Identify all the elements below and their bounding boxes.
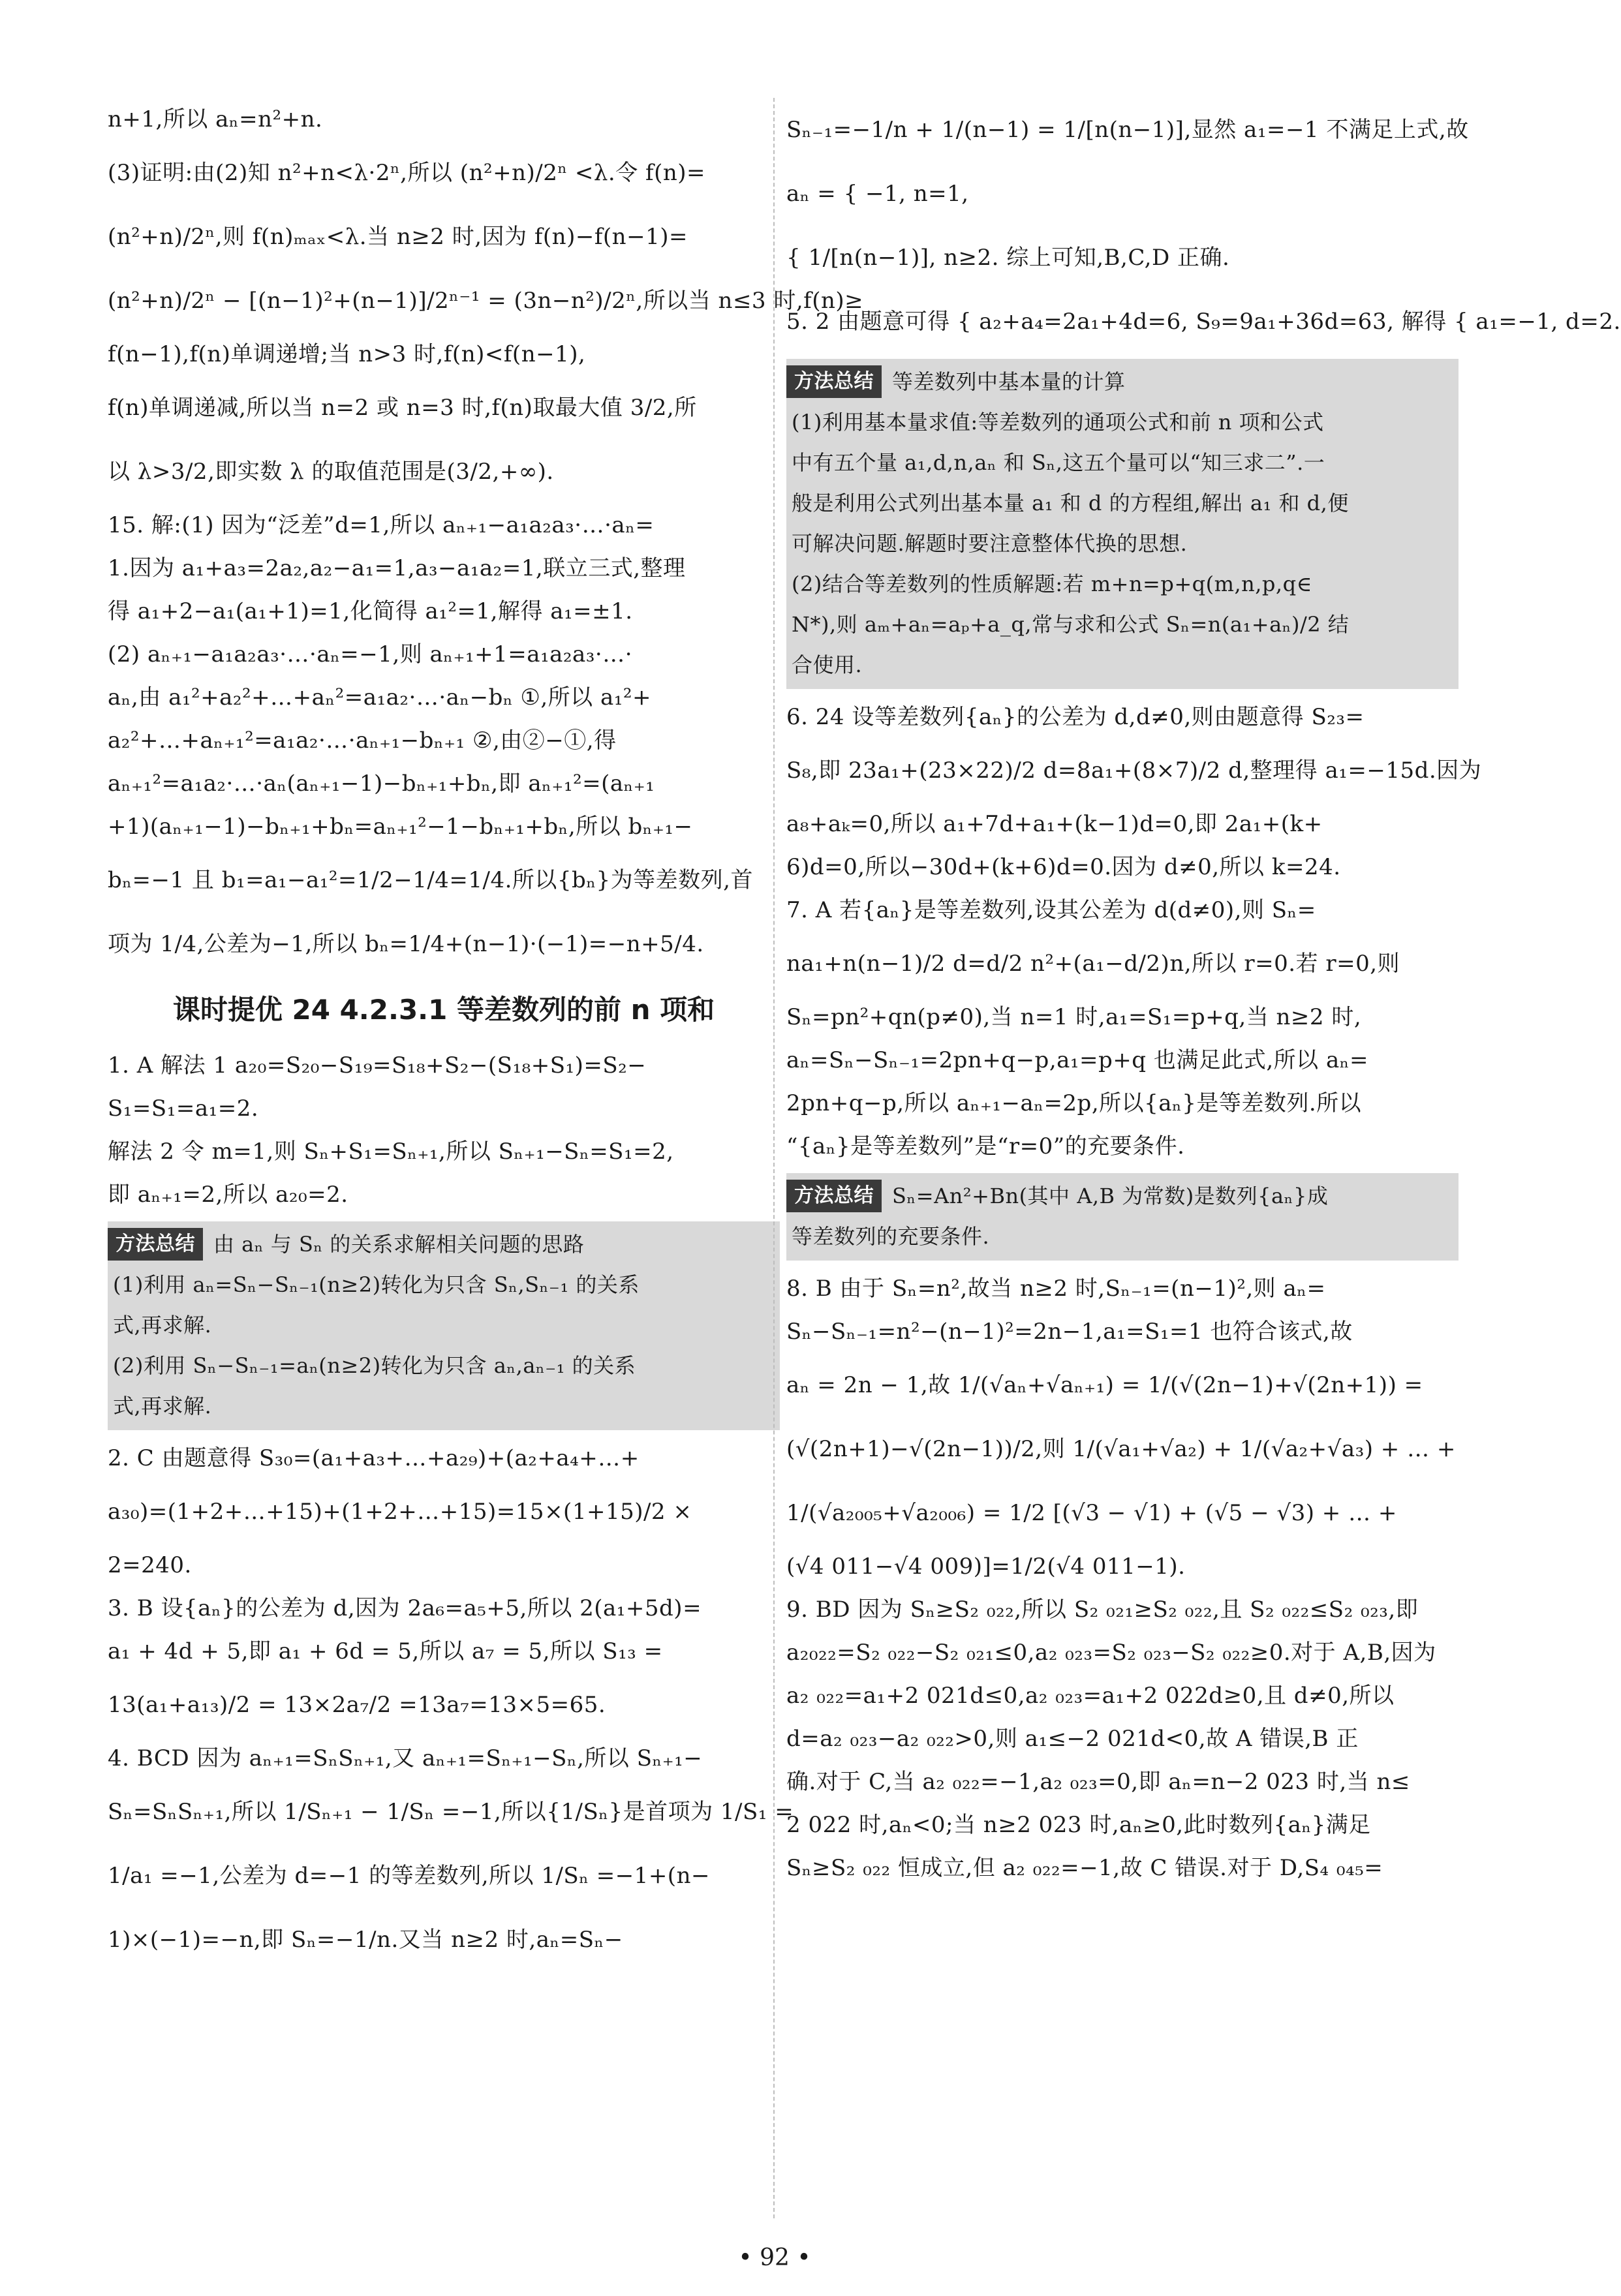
method-summary-tag: 方法总结 — [786, 365, 882, 398]
text-line: (n²+n)/2ⁿ − [(n−1)²+(n−1)]/2ⁿ⁻¹ = (3n−n²)/2ⁿ,所以当 n≤3 时,f(n)≥ — [108, 288, 864, 314]
text-line: S₁=S₁=a₁=2. — [108, 1095, 259, 1122]
text-line: 以 λ>3/2,即实数 λ 的取值范围是(3/2,+∞). — [108, 459, 554, 485]
text-line: (2) aₙ₊₁−a₁a₂a₃·…·aₙ=−1,则 aₙ₊₁+1=a₁a₂a₃·…· — [108, 641, 633, 667]
text-line: a₂ ₀₂₂=a₁+2 021d≤0,a₂ ₀₂₃=a₁+2 022d≥0,且 d≠0,所以 — [786, 1683, 1395, 1709]
method-summary-heading: Sₙ=An²+Bn(其中 A,B 为常数)是数列{aₙ}成 — [892, 1184, 1329, 1208]
text-line: S₈,即 23a₁+(23×22)/2 d=8a₁+(8×7)/2 d,整理得 a₁=−15d.因为 — [786, 758, 1482, 784]
method-summary-title — [786, 361, 1459, 402]
text-line: 7. A 若{aₙ}是等差数列,设其公差为 d(d≠0),则 Sₙ= — [786, 897, 1316, 923]
method-summary-line: 合使用. — [792, 652, 863, 677]
method-summary-title — [786, 1176, 1459, 1216]
text-line: 6. 24 设等差数列{aₙ}的公差为 d,d≠0,则由题意得 S₂₃= — [786, 704, 1365, 730]
text-line: 1/(√a₂₀₀₅+√a₂₀₀₆) = 1/2 [(√3 − √1) + (√5 − √3) + … + — [786, 1500, 1397, 1526]
text-line: Sₙ=SₙSₙ₊₁,所以 1/Sₙ₊₁ − 1/Sₙ =−1,所以{1/Sₙ}是首项为 1/S₁ = — [108, 1799, 794, 1825]
method-summary-tag: 方法总结 — [786, 1180, 882, 1212]
text-line: 2 022 时,aₙ<0;当 n≥2 023 时,aₙ≥0,此时数列{aₙ}满足 — [786, 1812, 1371, 1838]
method-summary-line: (2)利用 Sₙ−Sₙ₋₁=aₙ(n≥2)转化为只含 aₙ,aₙ₋₁ 的关系 — [113, 1353, 636, 1378]
method-summary-heading: 由 aₙ 与 Sₙ 的关系求解相关问题的思路 — [213, 1232, 585, 1257]
text-line: +1)(aₙ₊₁−1)−bₙ₊₁+bₙ=aₙ₊₁²−1−bₙ₊₁+bₙ,所以 bₙ₊₁− — [108, 814, 693, 840]
text-line: aₙ = 2n − 1,故 1/(√aₙ+√aₙ₊₁) = 1/(√(2n−1)+√(2n+1)) = — [786, 1372, 1423, 1398]
text-line: aₙ=Sₙ−Sₙ₋₁=2pn+q−p,a₁=p+q 也满足此式,所以 aₙ= — [786, 1047, 1368, 1073]
text-line: 9. BD 因为 Sₙ≥S₂ ₀₂₂,所以 S₂ ₀₂₁≥S₂ ₀₂₂,且 S₂ ₀₂₂≤S₂ ₀₂₃,即 — [786, 1597, 1419, 1623]
text-line: Sₙ≥S₂ ₀₂₂ 恒成立,但 a₂ ₀₂₂=−1,故 C 错误.对于 D,S₄ ₀₄₅= — [786, 1855, 1383, 1881]
text-line: a₈+aₖ=0,所以 a₁+7d+a₁+(k−1)d=0,即 2a₁+(k+ — [786, 811, 1323, 837]
method-summary-line: N*),则 aₘ+aₙ=aₚ+a_q,常与求和公式 Sₙ=n(a₁+aₙ)/2 结 — [792, 612, 1350, 637]
section-heading: 课时提优 24 4.2.3.1 等差数列的前 n 项和 — [172, 994, 715, 1026]
method-summary-line: (1)利用 aₙ=Sₙ−Sₙ₋₁(n≥2)转化为只含 Sₙ,Sₙ₋₁ 的关系 — [113, 1272, 640, 1297]
method-summary-line: (1)利用基本量求值:等差数列的通项公式和前 n 项和公式 — [792, 410, 1324, 435]
text-line: 项为 1/4,公差为−1,所以 bₙ=1/4+(n−1)·(−1)=−n+5/4. — [108, 931, 704, 957]
text-line: (√(2n+1)−√(2n−1))/2,则 1/(√a₁+√a₂) + 1/(√a₂+√a₃) + … + — [786, 1436, 1456, 1462]
method-summary-tag: 方法总结 — [108, 1228, 203, 1261]
method-summary-title — [108, 1224, 780, 1264]
text-line: 6)d=0,所以−30d+(k+6)d=0.因为 d≠0,所以 k=24. — [786, 854, 1341, 880]
text-line: 1)×(−1)=−n,即 Sₙ=−1/n.又当 n≥2 时,aₙ=Sₙ− — [108, 1927, 623, 1953]
text-line: 4. BCD 因为 aₙ₊₁=SₙSₙ₊₁,又 aₙ₊₁=Sₙ₊₁−Sₙ,所以 Sₙ₊₁− — [108, 1745, 703, 1771]
method-summary-line: 式,再求解. — [113, 1313, 212, 1338]
method-summary-box — [786, 359, 1459, 689]
text-line: 1. A 解法 1 a₂₀=S₂₀−S₁₉=S₁₈+S₂−(S₁₈+S₁)=S₂− — [108, 1052, 647, 1079]
method-summary-line: 可解决问题.解题时要注意整体代换的思想. — [792, 531, 1188, 556]
text-line: a₂²+…+aₙ₊₁²=a₁a₂·…·aₙ₊₁−bₙ₊₁ ②,由②−①,得 — [108, 727, 617, 754]
text-line: a₃₀)=(1+2+…+15)+(1+2+…+15)=15×(1+15)/2 × — [108, 1499, 692, 1525]
text-line: bₙ=−1 且 b₁=a₁−a₁²=1/2−1/4=1/4.所以{bₙ}为等差数列,首 — [108, 867, 753, 893]
right-column — [786, 98, 1621, 1890]
method-summary-box — [786, 1173, 1459, 1261]
text-line: f(n)单调递减,所以当 n=2 或 n=3 时,f(n)取最大值 3/2,所 — [108, 395, 697, 421]
method-summary-line: 式,再求解. — [113, 1394, 212, 1418]
text-line: 5. 2 由题意可得 { a₂+a₄=2a₁+4d=6, S₉=9a₁+36d=63, 解得 { a₁=−1, d=2. — [786, 309, 1621, 335]
text-line: (√4 011−√4 009)]=1/2(√4 011−1). — [786, 1554, 1186, 1580]
text-line: 8. B 由于 Sₙ=n²,故当 n≥2 时,Sₙ₋₁=(n−1)²,则 aₙ= — [786, 1276, 1326, 1302]
column-divider — [773, 98, 776, 2218]
method-summary-box — [108, 1221, 780, 1430]
text-line: d=a₂ ₀₂₃−a₂ ₀₂₂>0,则 a₁≤−2 021d<0,故 A 错误,B 正 — [786, 1726, 1359, 1752]
text-line: 2. C 由题意得 S₃₀=(a₁+a₃+…+a₂₉)+(a₂+a₄+…+ — [108, 1445, 640, 1471]
text-line: 1.因为 a₁+a₃=2a₂,a₂−a₁=1,a₃−a₁a₂=1,联立三式,整理 — [108, 555, 686, 581]
text-line: 2pn+q−p,所以 aₙ₊₁−aₙ=2p,所以{aₙ}是等差数列.所以 — [786, 1090, 1362, 1116]
text-line: Sₙ₋₁=−1/n + 1/(n−1) = 1/[n(n−1)],显然 a₁=−1 不满足上式,故 — [786, 117, 1469, 143]
text-line: aₙ₊₁²=a₁a₂·…·aₙ(aₙ₊₁−1)−bₙ₊₁+bₙ,即 aₙ₊₁²=(aₙ₊₁ — [108, 771, 655, 797]
text-line: a₁ + 4d + 5,即 a₁ + 6d = 5,所以 a₇ = 5,所以 S₁₃ = — [108, 1638, 663, 1664]
method-summary-line: 等差数列的充要条件. — [792, 1224, 990, 1249]
text-line: na₁+n(n−1)/2 d=d/2 n²+(a₁−d/2)n,所以 r=0.若 r=0,则 — [786, 951, 1400, 977]
text-line: f(n−1),f(n)单调递增;当 n>3 时,f(n)<f(n−1), — [108, 341, 586, 367]
text-line: 3. B 设{aₙ}的公差为 d,因为 2a₆=a₅+5,所以 2(a₁+5d)= — [108, 1595, 702, 1621]
text-line: 解法 2 令 m=1,则 Sₙ+S₁=Sₙ₊₁,所以 Sₙ₊₁−Sₙ=S₁=2, — [108, 1139, 674, 1165]
text-line: 得 a₁+2−a₁(a₁+1)=1,化简得 a₁²=1,解得 a₁=±1. — [108, 598, 633, 624]
method-summary-heading: 等差数列中基本量的计算 — [892, 369, 1126, 394]
text-line: (n²+n)/2ⁿ,则 f(n)ₘₐₓ<λ.当 n≥2 时,因为 f(n)−f(n−1)= — [108, 224, 688, 250]
text-line: 1/a₁ =−1,公差为 d=−1 的等差数列,所以 1/Sₙ =−1+(n− — [108, 1863, 710, 1889]
text-line: Sₙ−Sₙ₋₁=n²−(n−1)²=2n−1,a₁=S₁=1 也符合该式,故 — [786, 1319, 1353, 1345]
text-line: aₙ,由 a₁²+a₂²+…+aₙ²=a₁a₂·…·aₙ−bₙ ①,所以 a₁²+ — [108, 684, 651, 711]
method-summary-line: (2)结合等差数列的性质解题:若 m+n=p+q(m,n,p,q∈ — [792, 572, 1312, 596]
text-line: 15. 解:(1) 因为“泛差”d=1,所以 aₙ₊₁−a₁a₂a₃·…·aₙ= — [108, 512, 655, 538]
text-line: 即 aₙ₊₁=2,所以 a₂₀=2. — [108, 1182, 348, 1208]
text-line: aₙ = { −1, n=1, — [786, 181, 969, 207]
method-summary-line: 中有五个量 a₁,d,n,aₙ 和 Sₙ,这五个量可以“知三求二”.一 — [792, 450, 1325, 475]
page-number: • 92 • — [738, 2244, 811, 2271]
text-line: 2=240. — [108, 1552, 192, 1578]
text-line: Sₙ=pn²+qn(p≠0),当 n=1 时,a₁=S₁=p+q,当 n≥2 时, — [786, 1004, 1362, 1030]
text-line: “{aₙ}是等差数列”是“r=0”的充要条件. — [786, 1133, 1185, 1159]
text-line: a₂₀₂₂=S₂ ₀₂₂−S₂ ₀₂₁≤0,a₂ ₀₂₃=S₂ ₀₂₃−S₂ ₀₂₂≥0.对于 A,B,因为 — [786, 1640, 1436, 1666]
text-line: 确.对于 C,当 a₂ ₀₂₂=−1,a₂ ₀₂₃=0,即 aₙ=n−2 023 时,当 n≤ — [786, 1769, 1410, 1795]
method-summary-line: 般是利用公式列出基本量 a₁ 和 d 的方程组,解出 a₁ 和 d,便 — [792, 491, 1349, 515]
text-line: n+1,所以 aₙ=n²+n. — [108, 106, 323, 132]
text-line: (3)证明:由(2)知 n²+n<λ·2ⁿ,所以 (n²+n)/2ⁿ <λ.令 f(n)= — [108, 160, 705, 186]
text-line: { 1/[n(n−1)], n≥2. 综上可知,B,C,D 正确. — [786, 245, 1230, 271]
text-line: 13(a₁+a₁₃)/2 = 13×2a₇/2 =13a₇=13×5=65. — [108, 1692, 606, 1718]
